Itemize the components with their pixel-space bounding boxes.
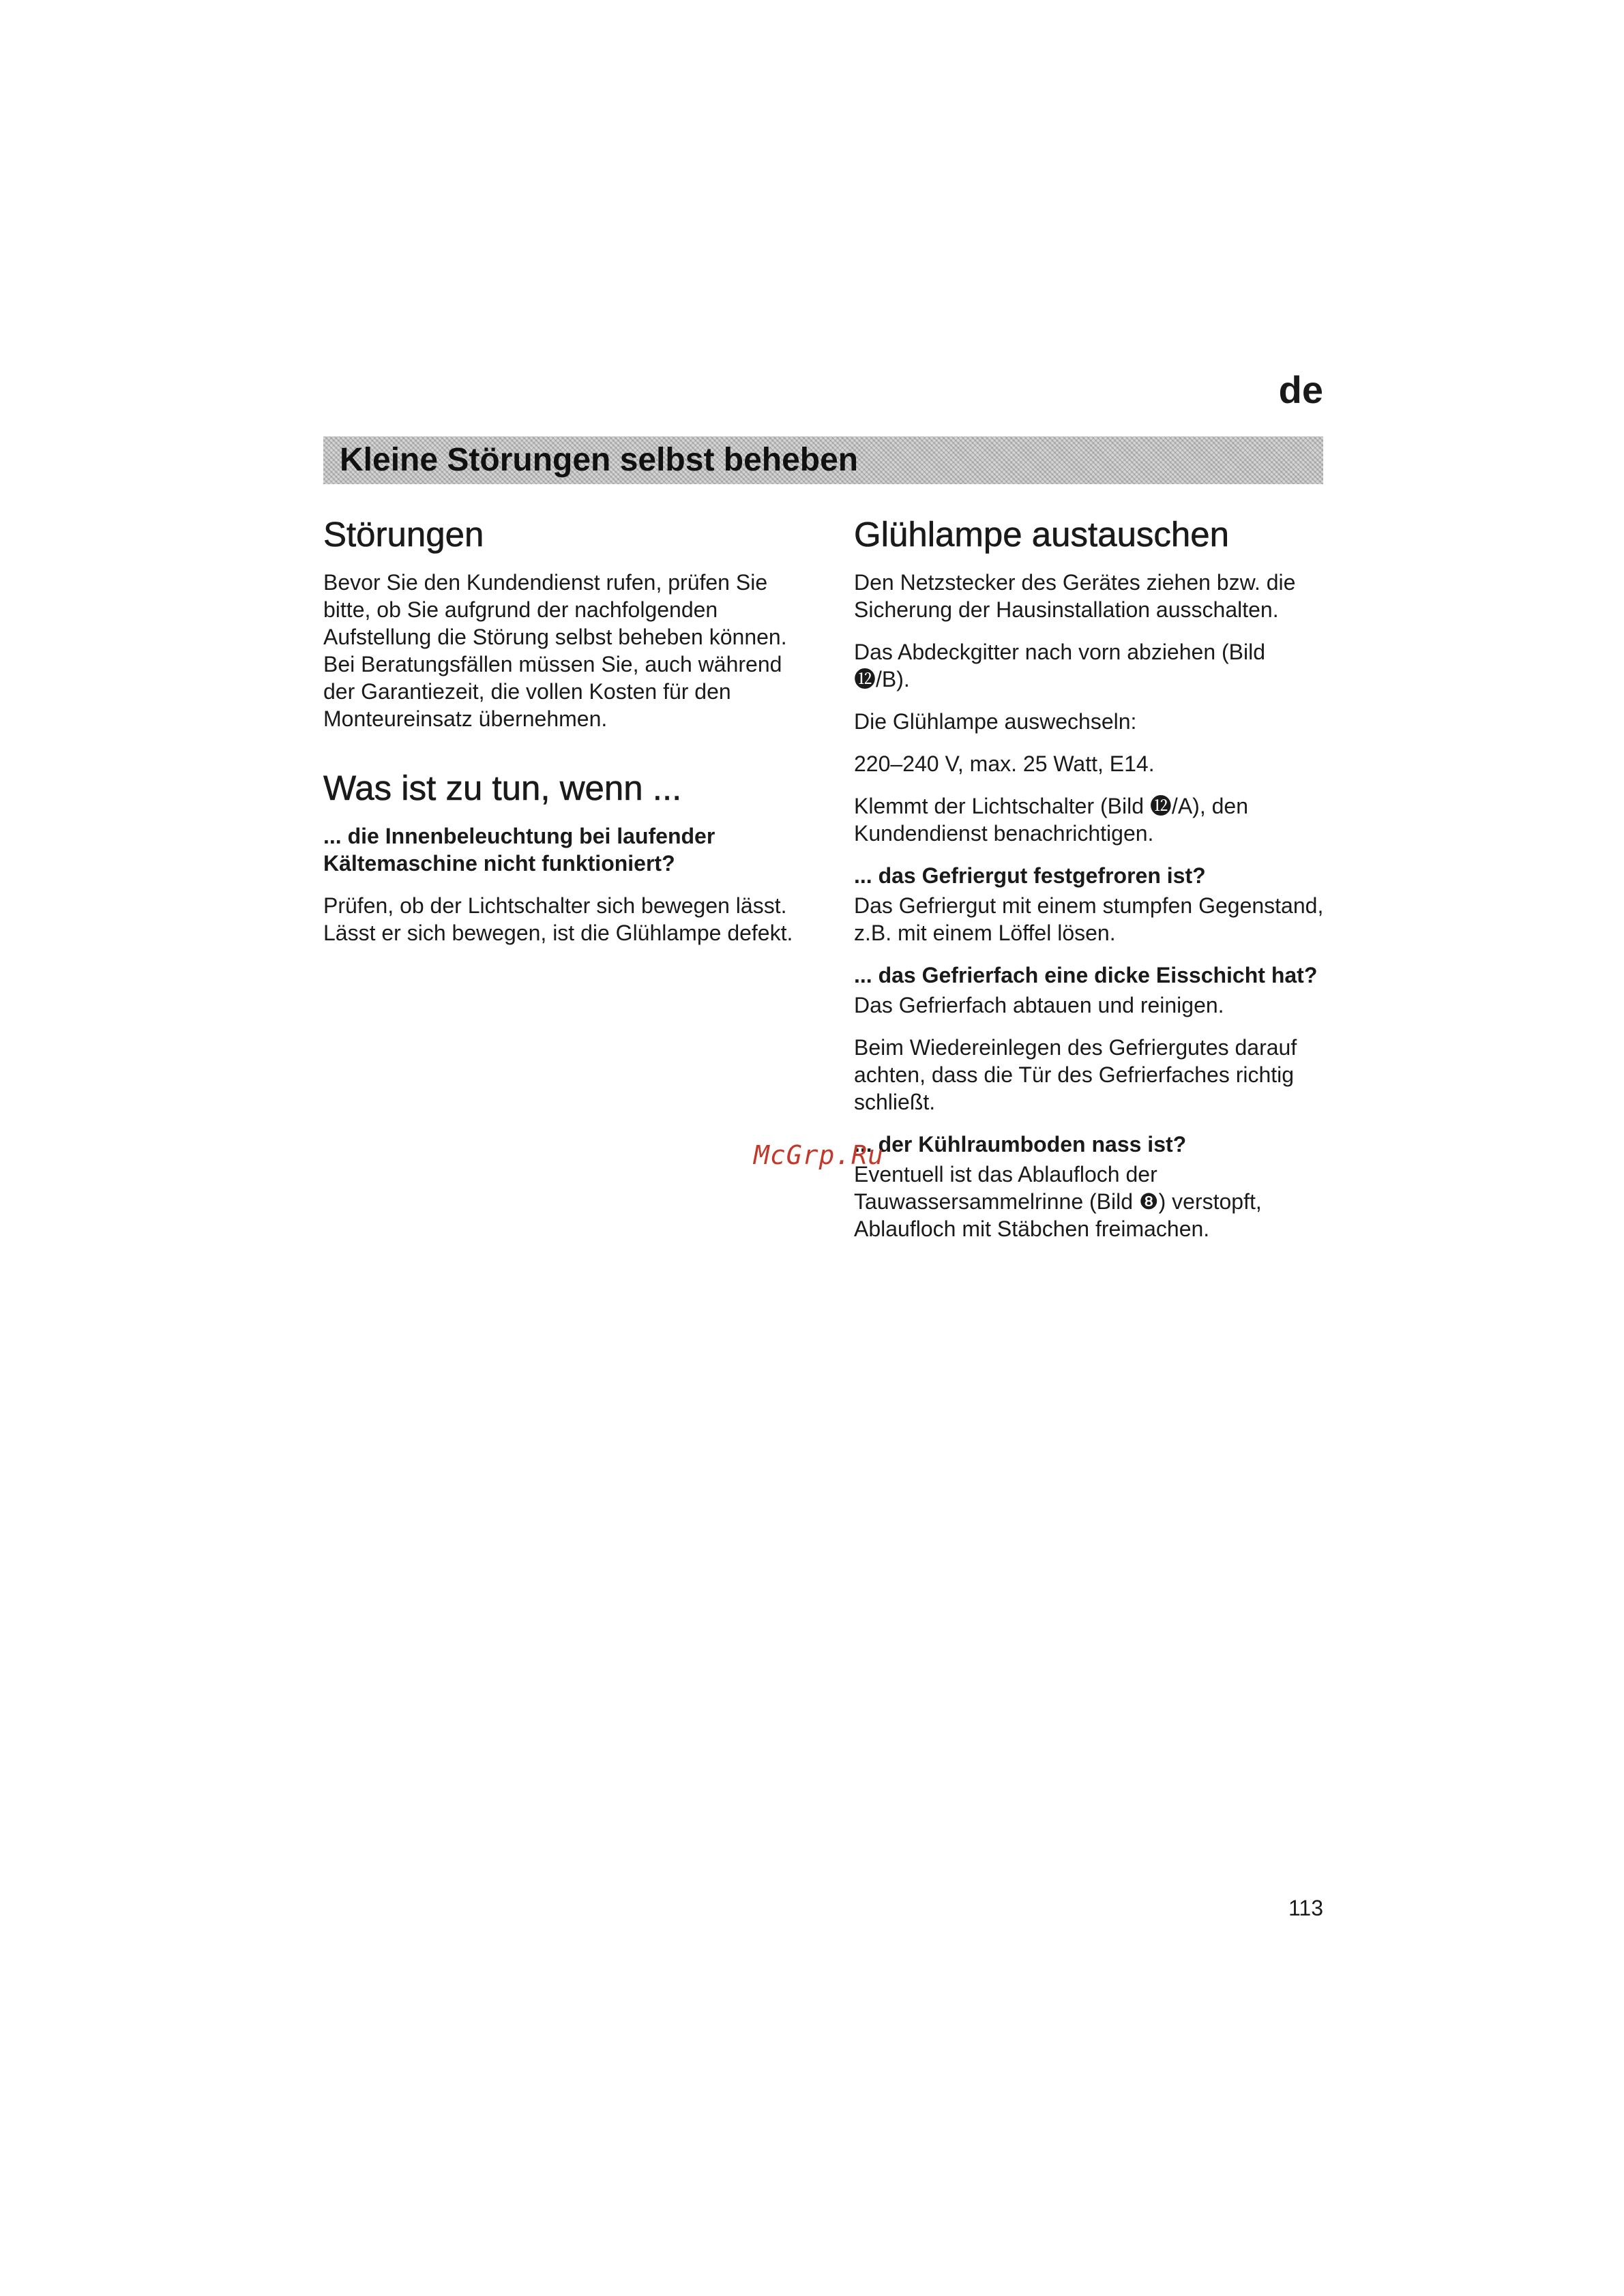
language-code: de [1278,368,1323,411]
answer-gefriergut: Das Gefriergut mit einem stumpfen Gegenstand, z.B. mit einem Löffel lösen. [854,893,1324,945]
step-lichtschalter: Klemmt der Lichtschalter (Bild ⓬/A), den Kundendienst benachrichtigen. [854,794,1248,846]
question-innenbeleuchtung: ... die Innenbeleuchtung bei laufender Kältemaschine nicht funktioniert? [323,824,715,876]
note-wiedereinlegen: Beim Wiedereinlegen des Gefriergutes darauf achten, dass die Tür des Gefrierfaches richtig schließt. [854,1035,1297,1114]
heading-stoerungen: Störungen [323,515,484,554]
answer-eisschicht: Das Gefrierfach abtauen und reinigen. [854,993,1224,1017]
lamp-spec: 220–240 V, max. 25 Watt, E14. [854,751,1155,776]
right-column [854,513,1325,1257]
section-title: Kleine Störungen selbst beheben [340,442,859,478]
watermark: McGrp.Ru [754,1140,885,1170]
step-netzstecker: Den Netzstecker des Gerätes ziehen bzw. die Sicherung der Hausinstallation ausschalten. [854,570,1296,622]
intro-paragraph: Bevor Sie den Kundendienst rufen, prüfen Sie bitte, ob Sie aufgrund der nachfolgenden Aufstellung die Störung selbst beheben können. Bei Beratungsfällen müssen Sie, auch während der Garantiezeit, die vollen Kosten für den Monteureinsatz übernehmen. [323,570,787,731]
heading-was-ist-zu-tun: Was ist zu tun, wenn ... [323,769,682,807]
answer-kuehlraumboden: Eventuell ist das Ablaufloch der Tauwassersammelrinne (Bild ❽) verstopft, Ablaufloch mit Stäbchen freimachen. [854,1162,1262,1241]
step-auswechseln: Die Glühlampe auswechseln: [854,709,1137,734]
heading-gluehlampe: Glühlampe austauschen [854,515,1230,554]
page-number: 113 [1288,1896,1323,1920]
step-abdeckgitter: Das Abdeckgitter nach vorn abziehen (Bild ⓬/B). [854,640,1266,691]
question-gefriergut: ... das Gefriergut festgefroren ist? [854,863,1206,888]
question-kuehlraumboden: ... der Kühlraumboden nass ist? [854,1132,1187,1157]
answer-innenbeleuchtung: Prüfen, ob der Lichtschalter sich bewegen lässt. Lässt er sich bewegen, ist die Glühlampe defekt. [323,893,793,945]
question-eisschicht: ... das Gefrierfach eine dicke Eisschicht hat? [854,963,1318,987]
left-column [323,513,801,961]
section-banner [323,436,1323,484]
